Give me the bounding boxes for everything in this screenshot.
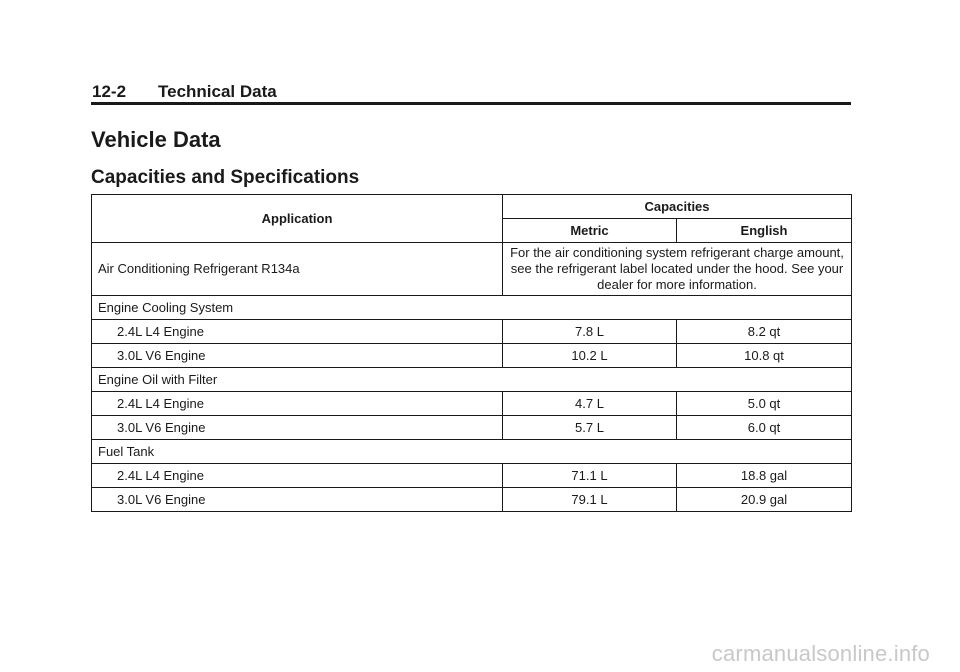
- english-cell: 6.0 qt: [677, 416, 852, 440]
- section-label: Engine Oil with Filter: [92, 368, 852, 392]
- table-row: [92, 416, 852, 440]
- metric-cell: 7.8 L: [503, 320, 677, 344]
- engine-cell: 3.0L V6 Engine: [92, 416, 503, 440]
- refrigerant-note-cell: For the air conditioning system refrigerant charge amount, see the refrigerant label located under the hood. See your dealer for more information.: [503, 243, 852, 296]
- table-row: [92, 488, 852, 512]
- table-row: [92, 344, 852, 368]
- column-header-capacities: Capacities: [503, 195, 852, 219]
- section-number: 12-2: [92, 82, 127, 101]
- section-row: [92, 296, 852, 320]
- section-row: [92, 440, 852, 464]
- engine-cell: 2.4L L4 Engine: [92, 320, 503, 344]
- metric-cell: 71.1 L: [503, 464, 677, 488]
- english-cell: 8.2 qt: [677, 320, 852, 344]
- column-header-english: English: [677, 219, 852, 243]
- application-cell: Air Conditioning Refrigerant R134a: [92, 243, 503, 296]
- watermark: carmanualsonline.info: [711, 641, 930, 666]
- section-row: [92, 368, 852, 392]
- metric-cell: 10.2 L: [503, 344, 677, 368]
- engine-cell: 3.0L V6 Engine: [92, 488, 503, 512]
- header-divider: [91, 102, 851, 105]
- table-row: [92, 464, 852, 488]
- section-title: Technical Data: [158, 82, 277, 101]
- engine-cell: 2.4L L4 Engine: [92, 392, 503, 416]
- metric-cell: 4.7 L: [503, 392, 677, 416]
- english-cell: 5.0 qt: [677, 392, 852, 416]
- table-row: [92, 243, 852, 296]
- page-header: [92, 81, 850, 103]
- column-header-application: Application: [92, 195, 503, 243]
- capacities-table: [91, 194, 852, 512]
- english-cell: 10.8 qt: [677, 344, 852, 368]
- page-title: Vehicle Data: [91, 127, 221, 152]
- section-subtitle: Capacities and Specifications: [91, 167, 360, 188]
- column-header-metric: Metric: [503, 219, 677, 243]
- table-row: [92, 392, 852, 416]
- section-label: Fuel Tank: [92, 440, 852, 464]
- table-row: [92, 320, 852, 344]
- metric-cell: 5.7 L: [503, 416, 677, 440]
- engine-cell: 3.0L V6 Engine: [92, 344, 503, 368]
- table-header-row: [92, 195, 852, 219]
- english-cell: 18.8 gal: [677, 464, 852, 488]
- engine-cell: 2.4L L4 Engine: [92, 464, 503, 488]
- english-cell: 20.9 gal: [677, 488, 852, 512]
- metric-cell: 79.1 L: [503, 488, 677, 512]
- section-label: Engine Cooling System: [92, 296, 852, 320]
